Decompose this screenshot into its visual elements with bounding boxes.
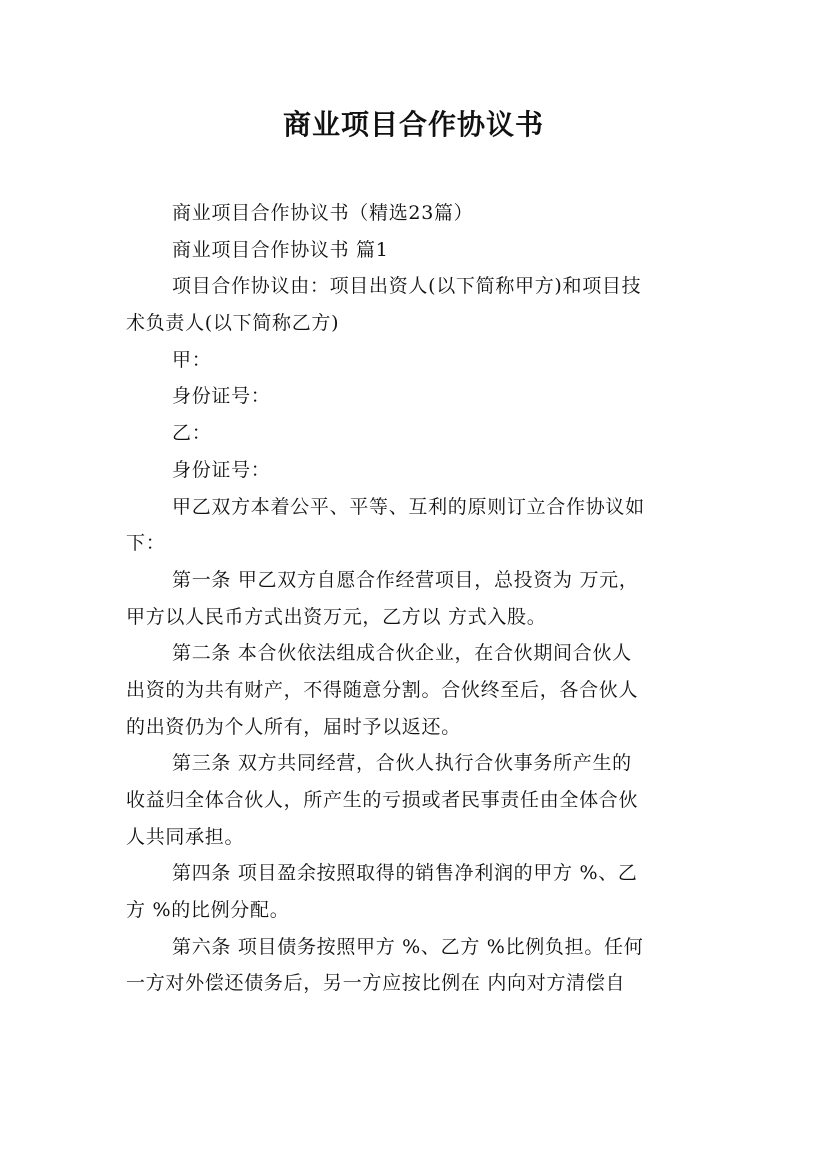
body-line: 甲乙双方本着公平、平等、互利的原则订立合作协议如 bbox=[172, 495, 645, 518]
body-line: 出资的为共有财产，不得随意分割。合伙终至后，各合伙人 bbox=[126, 678, 639, 701]
body-line: 身份证号： bbox=[172, 385, 271, 408]
body-line: 第六条 项目债务按照甲方 %、乙方 %比例负担。任何 bbox=[172, 935, 644, 958]
body-line: 项目合作协议由：项目出资人(以下简称甲方)和项目技 bbox=[172, 275, 642, 298]
body-line: 的出资仍为个人所有，届时予以返还。 bbox=[126, 715, 461, 738]
body-line: 乙： bbox=[172, 422, 212, 445]
body-line: 一方对外偿还债务后，另一方应按比例在 内向对方清偿自 bbox=[126, 972, 626, 995]
body-line: 第二条 本合伙依法组成合伙企业，在合伙期间合伙人 bbox=[172, 642, 632, 665]
body-line: 方 %的比例分配。 bbox=[126, 899, 290, 922]
body-line: 第四条 项目盈余按照取得的销售净利润的甲方 %、乙 bbox=[172, 862, 638, 885]
body-line: 第三条 双方共同经营，合伙人执行合伙事务所产生的 bbox=[172, 752, 632, 775]
body-line: 收益归全体合伙人，所产生的亏损或者民事责任由全体合伙 bbox=[126, 789, 639, 811]
body-line: 人共同承担。 bbox=[126, 825, 245, 848]
body-line: 甲方以人民币方式出资万元，乙方以 方式入股。 bbox=[126, 605, 547, 628]
body-line: 甲： bbox=[172, 348, 212, 371]
body-line: 身份证号： bbox=[172, 458, 271, 481]
body-line: 第一条 甲乙双方自愿合作经营项目，总投资为 万元， bbox=[172, 568, 639, 591]
body-line: 下： bbox=[126, 532, 166, 555]
body-line: 商业项目合作协议书 篇1 bbox=[172, 238, 389, 261]
document-body bbox=[126, 195, 712, 1002]
body-line: 商业项目合作协议书（精选23篇） bbox=[172, 202, 474, 224]
body-line: 术负责人(以下简称乙方) bbox=[126, 312, 340, 335]
document-title: 商业项目合作协议书 bbox=[282, 108, 544, 141]
